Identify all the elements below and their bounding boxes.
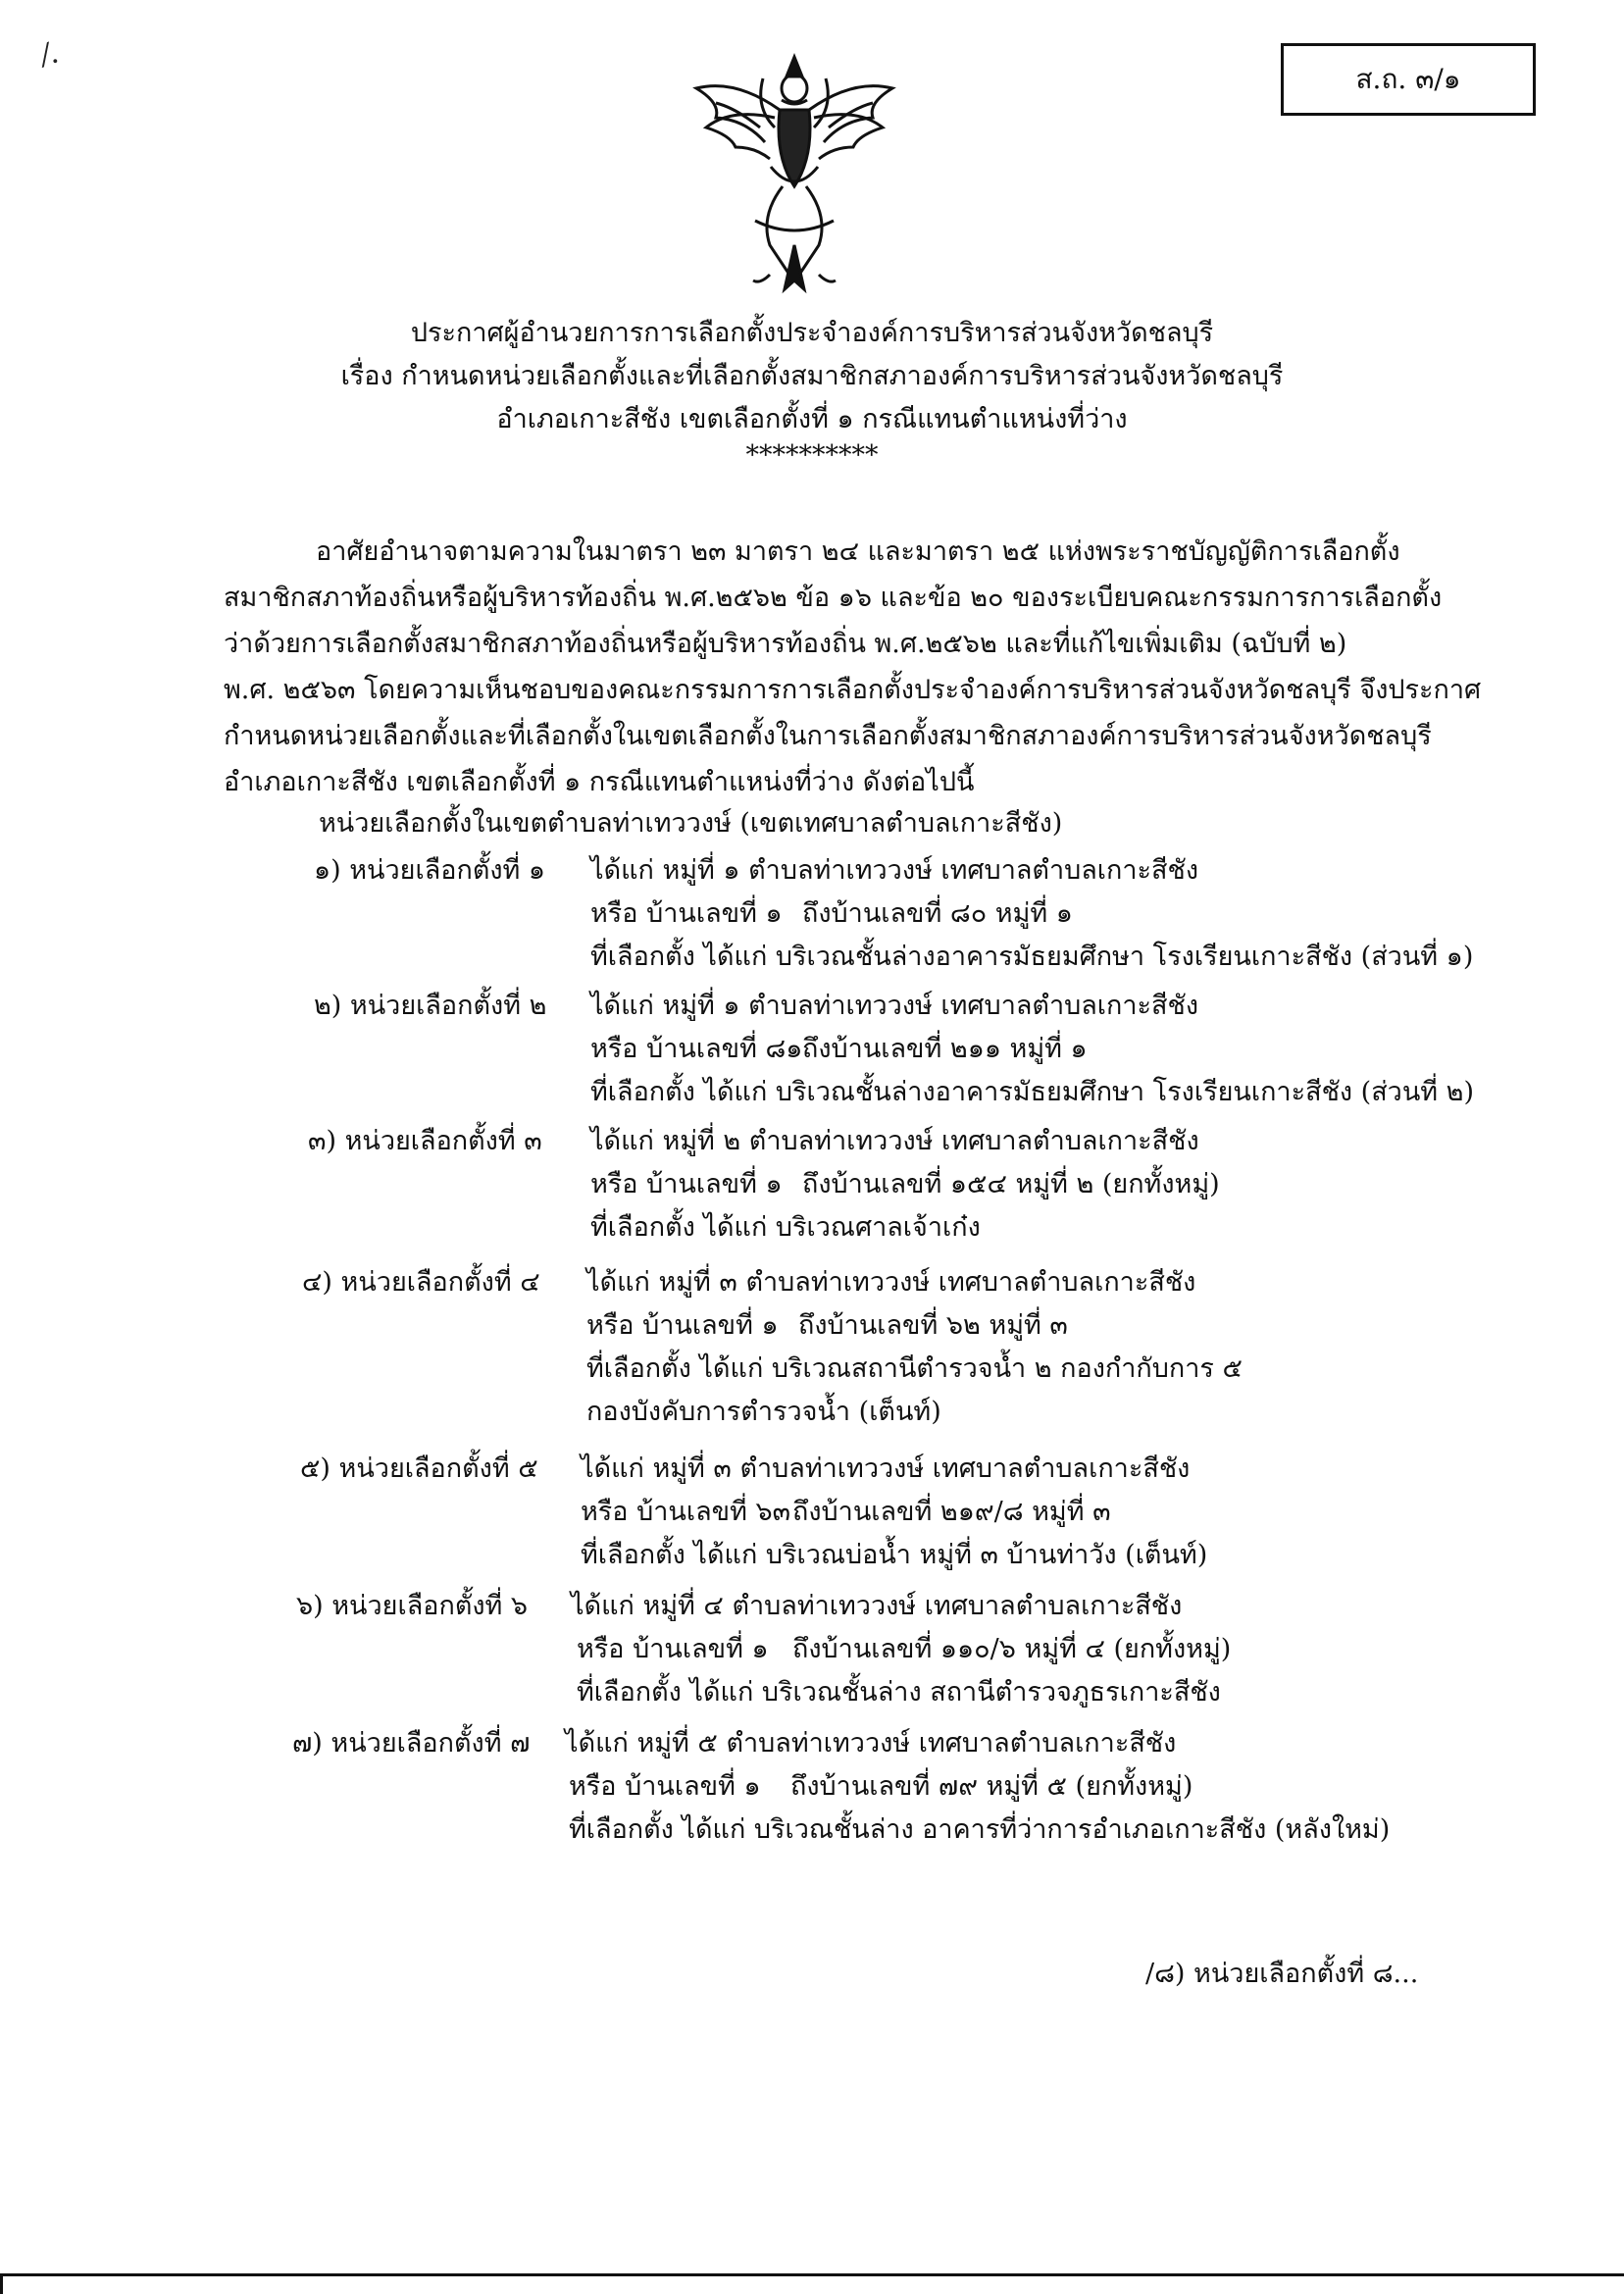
unit-place: ที่เลือกตั้ง ได้แก่ บริเวณชั้นล่างอาคารมัธยมศึกษา โรงเรียนเกาะสีชัง (ส่วนที่ ๑) xyxy=(590,942,1474,972)
continuation-note: /๘) หน่วยเลือกตั้งที่ ๘... xyxy=(1145,1959,1419,1989)
unit-place: ที่เลือกตั้ง ได้แก่ บริเวณบ่อน้ำ หมู่ที่ ๓ บ้านท่าวัง (เต็นท์) xyxy=(581,1540,1208,1570)
paragraph-line-3: ว่าด้วยการเลือกตั้งสมาชิกสภาท้องถิ่นหรือผู้บริหารท้องถิ่น พ.ศ.๒๕๖๒ และที่แก้ไขเพิ่มเติม (ฉบับที่ ๒) xyxy=(224,629,1347,659)
garuda-emblem-icon xyxy=(677,49,912,294)
unit-area: ได้แก่ หมู่ที่ ๔ ตำบลท่าเทววงษ์ เทศบาลตำบลเกาะสีชัง xyxy=(571,1591,1183,1621)
unit-range-from: หรือ บ้านเลขที่ ๑ xyxy=(577,1634,769,1664)
unit-range-to: ถึงบ้านเลขที่ ๒๑๑ หมู่ที่ ๑ xyxy=(802,1034,1088,1064)
unit-place: ที่เลือกตั้ง ได้แก่ บริเวณชั้นล่าง สถานีตำรวจภูธรเกาะสีชัง xyxy=(577,1677,1221,1708)
form-code-box xyxy=(1281,43,1536,116)
page-bottom-rule xyxy=(0,2273,1624,2276)
paragraph-line-2: สมาชิกสภาท้องถิ่นหรือผู้บริหารท้องถิ่น พ.ศ.๒๕๖๒ ข้อ ๑๖ และข้อ ๒๐ ของระเบียบคณะกรรมการการเลือกตั้ง xyxy=(224,583,1443,613)
unit-range-to: ถึงบ้านเลขที่ ๒๑๙/๘ หมู่ที่ ๓ xyxy=(792,1497,1111,1527)
paragraph-line-5: กำหนดหน่วยเลือกตั้งและที่เลือกตั้งในเขตเลือกตั้งในการเลือกตั้งสมาชิกสภาองค์การบริหารส่วนจังหวัดชลบุรี xyxy=(224,721,1432,751)
unit-place: ที่เลือกตั้ง ได้แก่ บริเวณศาลเจ้าเก๋ง xyxy=(590,1212,981,1243)
page-bottom-rule-corner xyxy=(0,2273,3,2294)
unit-label: ๖) หน่วยเลือกตั้งที่ ๖ xyxy=(296,1591,529,1621)
unit-area: ได้แก่ หมู่ที่ ๓ ตำบลท่าเทววงษ์ เทศบาลตำบลเกาะสีชัง xyxy=(581,1453,1191,1484)
unit-label: ๑) หน่วยเลือกตั้งที่ ๑ xyxy=(314,855,546,886)
unit-area: ได้แก่ หมู่ที่ ๒ ตำบลท่าเทววงษ์ เทศบาลตำบลเกาะสีชัง xyxy=(590,1126,1199,1156)
unit-label: ๓) หน่วยเลือกตั้งที่ ๓ xyxy=(308,1126,542,1156)
header-line-2: เรื่อง กำหนดหน่วยเลือกตั้งและที่เลือกตั้งสมาชิกสภาองค์การบริหารส่วนจังหวัดชลบุรี xyxy=(340,361,1284,391)
district-subheading: หน่วยเลือกตั้งในเขตตำบลท่าเทววงษ์ (เขตเทศบาลตำบลเกาะสีชัง) xyxy=(319,808,1063,839)
unit-place: ที่เลือกตั้ง ได้แก่ บริเวณชั้นล่างอาคารมัธยมศึกษา โรงเรียนเกาะสีชัง (ส่วนที่ ๒) xyxy=(590,1077,1475,1107)
unit-range-to: ถึงบ้านเลขที่ ๖๒ หมู่ที่ ๓ xyxy=(798,1310,1068,1341)
unit-range-from: หรือ บ้านเลขที่ ๘๑ xyxy=(590,1034,803,1064)
unit-range-to: ถึงบ้านเลขที่ ๘๐ หมู่ที่ ๑ xyxy=(802,898,1073,929)
unit-range-from: หรือ บ้านเลขที่ ๑ xyxy=(586,1310,779,1341)
unit-place-continued: กองบังคับการตำรวจน้ำ (เต็นท์) xyxy=(586,1397,941,1427)
unit-area: ได้แก่ หมู่ที่ ๕ ตำบลท่าเทววงษ์ เทศบาลตำบลเกาะสีชัง xyxy=(565,1728,1177,1759)
header-line-1: ประกาศผู้อำนวยการการเลือกตั้งประจำองค์การบริหารส่วนจังหวัดชลบุรี xyxy=(410,318,1214,348)
unit-area: ได้แก่ หมู่ที่ ๑ ตำบลท่าเทววงษ์ เทศบาลตำบลเกาะสีชัง xyxy=(590,855,1199,886)
unit-range-from: หรือ บ้านเลขที่ ๑ xyxy=(590,898,783,929)
unit-area: ได้แก่ หมู่ที่ ๓ ตำบลท่าเทววงษ์ เทศบาลตำบลเกาะสีชัง xyxy=(586,1267,1196,1298)
header-line-3: อำเภอเกาะสีชัง เขตเลือกตั้งที่ ๑ กรณีแทนตำแหน่งที่ว่าง xyxy=(496,404,1128,434)
paragraph-line-1: อาศัยอำนาจตามความในมาตรา ๒๓ มาตรา ๒๔ และมาตรา ๒๕ แห่งพระราชบัญญัติการเลือกตั้ง xyxy=(316,536,1400,567)
unit-range-to: ถึงบ้านเลขที่ ๑๕๔ หมู่ที่ ๒ (ยกทั้งหมู่) xyxy=(802,1169,1220,1199)
form-code-text: ส.ถ. ๓/๑ xyxy=(1355,63,1461,95)
unit-label: ๒) หน่วยเลือกตั้งที่ ๒ xyxy=(314,991,547,1021)
unit-range-to: ถึงบ้านเลขที่ ๗๙ หมู่ที่ ๕ (ยกทั้งหมู่) xyxy=(790,1771,1193,1802)
unit-range-to: ถึงบ้านเลขที่ ๑๑๐/๖ หมู่ที่ ๔ (ยกทั้งหมู่) xyxy=(792,1634,1232,1664)
unit-label: ๔) หน่วยเลือกตั้งที่ ๔ xyxy=(302,1267,540,1298)
unit-range-from: หรือ บ้านเลขที่ ๑ xyxy=(569,1771,761,1802)
unit-place: ที่เลือกตั้ง ได้แก่ บริเวณชั้นล่าง อาคารที่ว่าการอำเภอเกาะสีชัง (หลังใหม่) xyxy=(569,1814,1391,1845)
unit-label: ๕) หน่วยเลือกตั้งที่ ๕ xyxy=(300,1453,538,1484)
unit-area: ได้แก่ หมู่ที่ ๑ ตำบลท่าเทววงษ์ เทศบาลตำบลเกาะสีชัง xyxy=(590,991,1199,1021)
announcement-header xyxy=(0,312,1624,471)
handwritten-mark-icon: ⁄. xyxy=(37,35,64,74)
unit-range-from: หรือ บ้านเลขที่ ๖๓ xyxy=(581,1497,791,1527)
unit-place: ที่เลือกตั้ง ได้แก่ บริเวณสถานีตำรวจน้ำ ๒ กองกำกับการ ๕ xyxy=(586,1353,1243,1384)
paragraph-line-6: อำเภอเกาะสีชัง เขตเลือกตั้งที่ ๑ กรณีแทนตำแหน่งที่ว่าง ดังต่อไปนี้ xyxy=(224,767,975,797)
unit-label: ๗) หน่วยเลือกตั้งที่ ๗ xyxy=(292,1728,531,1759)
unit-range-from: หรือ บ้านเลขที่ ๑ xyxy=(590,1169,783,1199)
header-separator: ********** xyxy=(745,440,879,471)
paragraph-line-4: พ.ศ. ๒๕๖๓ โดยความเห็นชอบของคณะกรรมการการเลือกตั้งประจำองค์การบริหารส่วนจังหวัดชลบุรี จึงประกาศ xyxy=(224,675,1482,705)
